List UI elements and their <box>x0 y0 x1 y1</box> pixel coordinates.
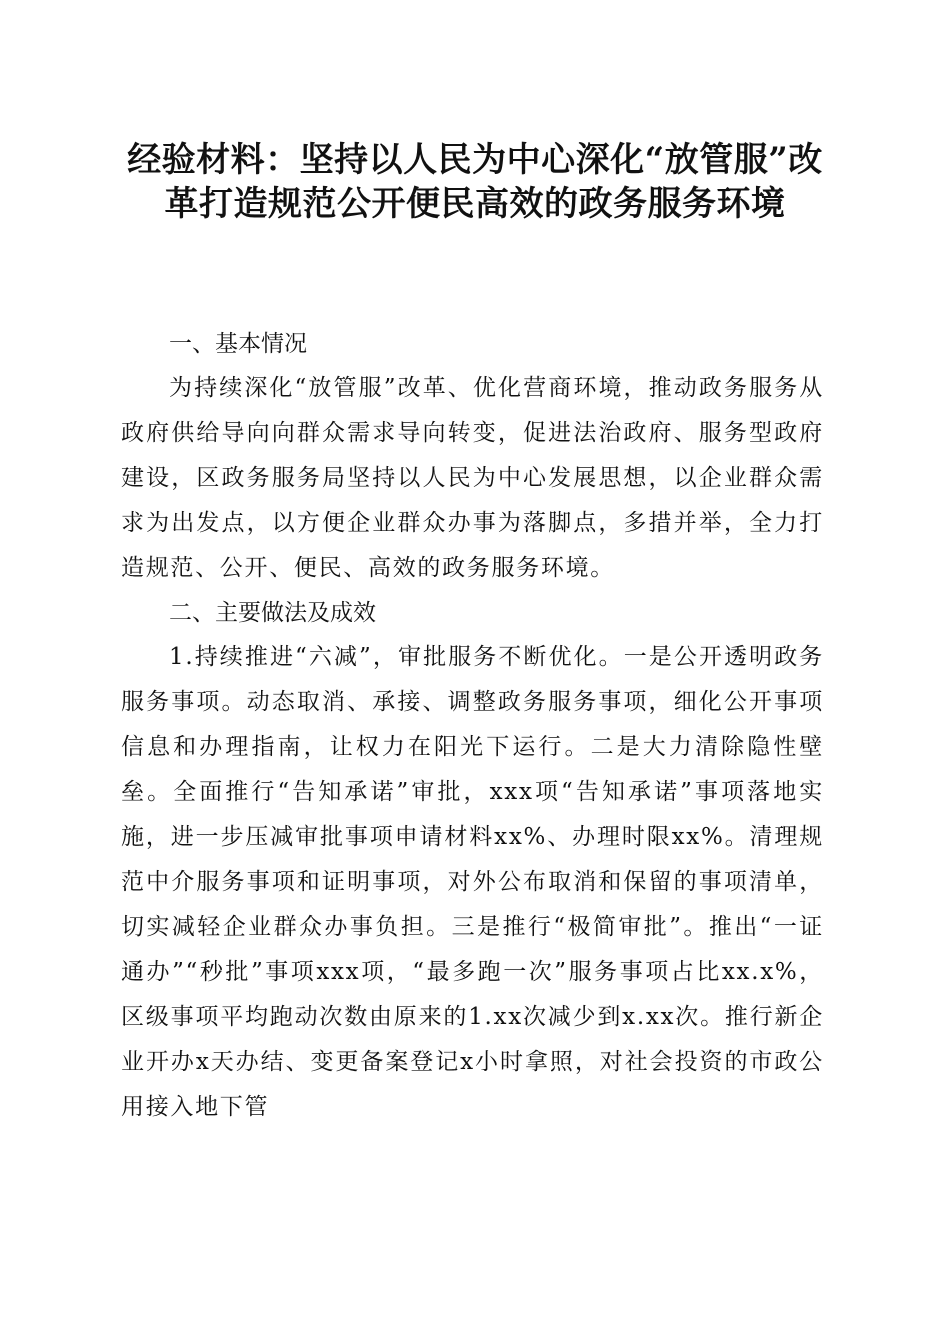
paragraph-six-reductions: 1.持续推进“六减”，审批服务不断优化。一是公开透明政务服务事项。动态取消、承接、调整政务服务事项，细化公开事项信息和办理指南，让权力在阳光下运行。二是大力清除隐性壁垒。全面推行“告知承诺”审批，xxx项“告知承诺”事项落地实施，进一步压减审批事项申请材料xx%、办理时限xx%。清理规范中介服务事项和证明事项，对外公布取消和保留的事项清单，切实减轻企业群众办事负担。三是推行“极简审批”。推出“一证通办”“秒批”事项xxx项，“最多跑一次”服务事项占比xx.x%，区级事项平均跑动次数由原来的1.xx次减少到x.xx次。推行新企业开办x天办结、变更备案登记x小时拿照，对社会投资的市政公用接入地下管 <box>121 644 824 1120</box>
paragraph-basic-situation: 为持续深化“放管服”改革、优化营商环境，推动政务服务从政府供给导向向群众需求导向转变，促进法治政府、服务型政府建设，区政务服务局坚持以人民为中心发展思想，以企业群众需求为出发点，以方便企业群众办事为落脚点，多措并举，全力打造规范、公开、便民、高效的政务服务环境。 <box>121 375 824 581</box>
document-title: 经验材料：坚持以人民为中心深化“放管服”改革打造规范公开便民高效的政务服务环境 <box>127 140 823 224</box>
section-heading-main-practices: 二、主要做法及成效 <box>169 600 376 626</box>
section-heading-basic-situation: 一、基本情况 <box>169 331 307 357</box>
document-body <box>121 322 824 1130</box>
